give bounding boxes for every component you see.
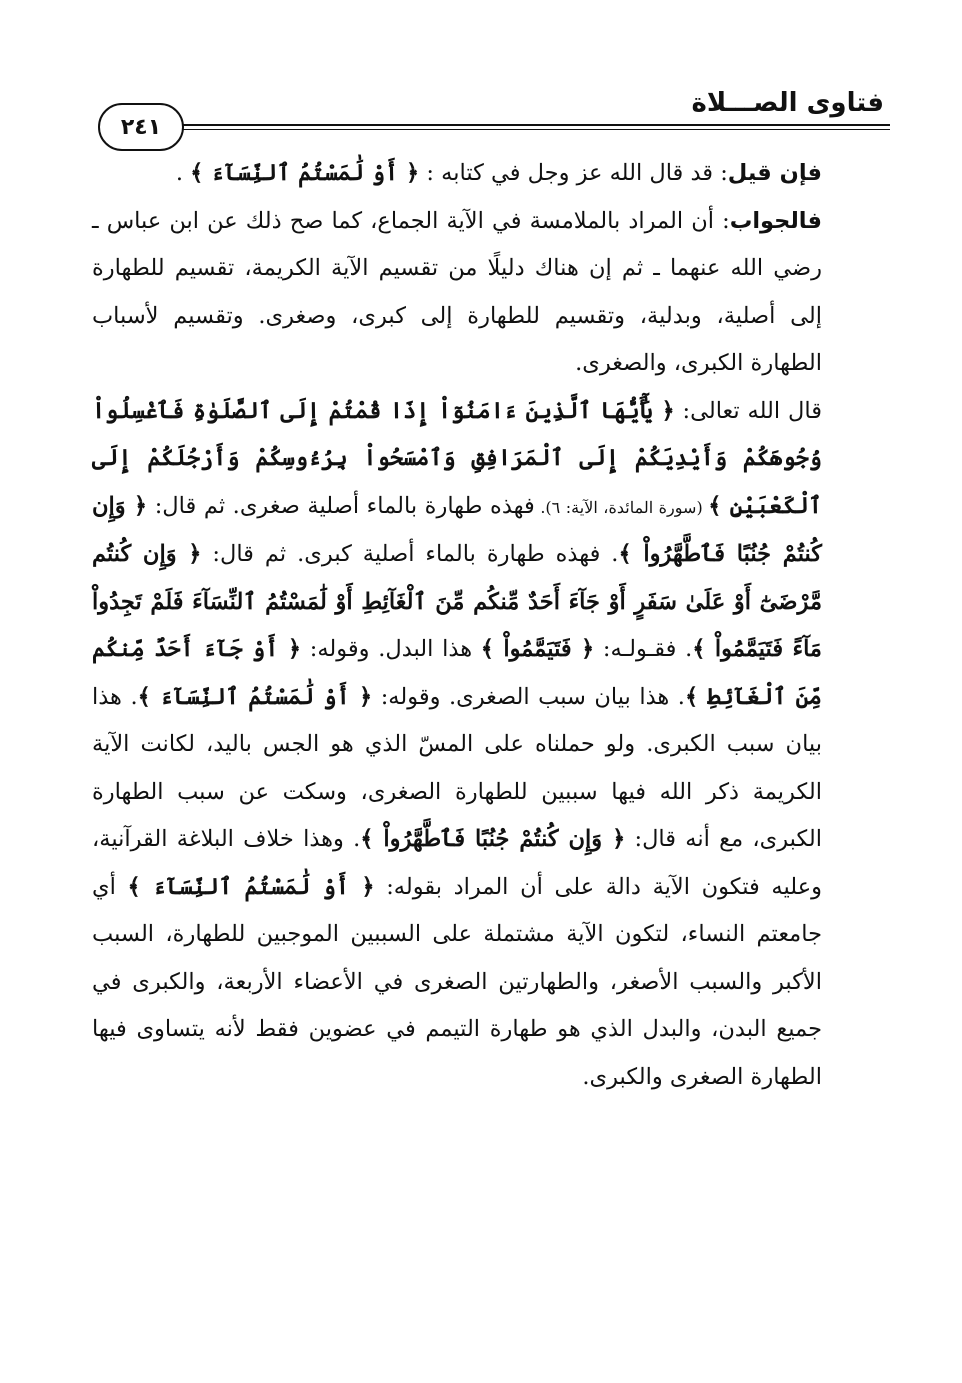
question-end: .: [175, 160, 191, 186]
evidence-text: . هذا بيان سبب الكبرى. ولو حملناه على المسّ الذي هو الجس باليد، لكانت الآية الكريمة ذكر الله فيها سببين للطهارة الصغرى، وسكت عن سبب الطهارة الكبرى، مع أنه قال:: [92, 683, 822, 852]
quran-quote: ﴿ وَإِن كُنتُمْ جُنُبًا فَٱطَّهَّرُواْ ﴾: [360, 826, 626, 852]
evidence-text: . هذا بيان سبب الصغرى. وقوله:: [372, 683, 685, 710]
quran-quote: ﴿ أَوْ لَٰمَسْتُمُ ٱلنِّسَآءَ ﴾: [127, 873, 375, 900]
paragraph-answer: [92, 198, 822, 388]
main-text: [92, 150, 822, 1101]
evidence-text: فهذه طهارة بالماء أصلية صغرى. ثم قال:: [147, 492, 535, 519]
paragraph-question: [92, 150, 822, 198]
quran-quote: ﴿ فَتَيَمَّمُواْ ﴾: [480, 636, 595, 662]
evidence-text: . وهذا خلاف البلاغة القرآنية، وعليه فتكون الآية دالة على أن المراد بقوله:: [92, 826, 823, 900]
running-header-title: فتاوى الصـــلاة: [691, 88, 884, 118]
evidence-text: . فقـولـه:: [594, 636, 693, 662]
header-rule: [178, 124, 890, 126]
question-text: : قد قال الله عز وجل في كتابه :: [419, 160, 728, 186]
evidence-text: أي جامعتم النساء، لتكون الآية مشتملة على السببين الموجبين للطهارة، السبب الأكبر والسبب الأصغر، والطهارتين الصغرى في الأعضاء الأربعة، والكبرى في جميع البدن، والبدل الذي هو طهارة التيمم في عضوين فقط لأنه يتساوى فيها الطهارة الصغرى والكبرى.: [92, 873, 822, 1090]
quran-quote: ﴿ أَوْ جَآءَ أَحَدٌ مِّنكُم مِّنَ ٱلْغَآئِطِ ﴾: [92, 636, 822, 710]
quran-quote: ﴿ وَإِن كُنتُمْ جُنُبًا فَٱطَّهَّرُواْ ﴾: [92, 492, 822, 567]
quran-quote: ﴿ أَوْ لَٰمَسْتُمُ ٱلنِّسَآءَ ﴾: [137, 683, 373, 710]
paragraph-evidence: [92, 388, 822, 1102]
answer-text: : أن المراد بالملامسة في الآية الجماع، كما صح ذلك عن ابن عباس ـ رضي الله عنهما ـ ثم إن هناك دليلًا من تقسيم الآية الكريمة، تقسيم للطهارة إلى أصلية، وبدلية، وتقسيم للطهارة إلى كبرى، وصغرى. وتقسيم لأسباب الطهارة الكبرى، والصغرى.: [92, 207, 822, 376]
page-number-badge: [98, 103, 184, 151]
evidence-text: هذا البدل. وقوله:: [301, 636, 481, 662]
page-number: ٢٤١: [120, 114, 162, 140]
evidence-text: قال الله تعالى:: [674, 397, 822, 424]
header-rule-thin: [178, 129, 890, 130]
surah-citation: (سورة المائدة، الآية: ٦).: [534, 497, 709, 517]
evidence-text: . فهذه طهارة بالماء أصلية كبرى. ثم قال:: [201, 541, 619, 567]
quran-quote: ﴿ يَٰٓأَيُّهَا ٱلَّذِينَ ءَامَنُوٓاْ إِذَا قُمْتُمْ إِلَى ٱلصَّلَوٰةِ فَٱغْسِلُواْ وُجُوهَكُمْ وَأَيْدِيَكُمْ إِلَى ٱلْمَرَافِقِ وَٱمْسَحُواْ بِرُءُوسِكُمْ وَأَرْجُلَكُمْ إِلَى ٱلْكَعْبَيْنِ ﴾: [92, 397, 822, 519]
quran-quote: ﴿ أَوْ لَٰمَسْتُمُ ٱلنِّسَآءَ ﴾: [190, 160, 420, 186]
question-lead: فإن قيل: [727, 160, 822, 186]
answer-lead: فالجواب: [729, 207, 822, 234]
quran-quote: ﴿ وَإِن كُنتُم مَّرْضَىٰٓ أَوْ عَلَىٰ سَفَرٍ أَوْ جَآءَ أَحَدٌ مِّنكُم مِّنَ ٱلْغَآئِطِ أَوْ لَٰمَسْتُمُ ٱلنِّسَآءَ فَلَمْ تَجِدُواْ مَآءً فَتَيَمَّمُواْ ﴾: [92, 541, 822, 662]
